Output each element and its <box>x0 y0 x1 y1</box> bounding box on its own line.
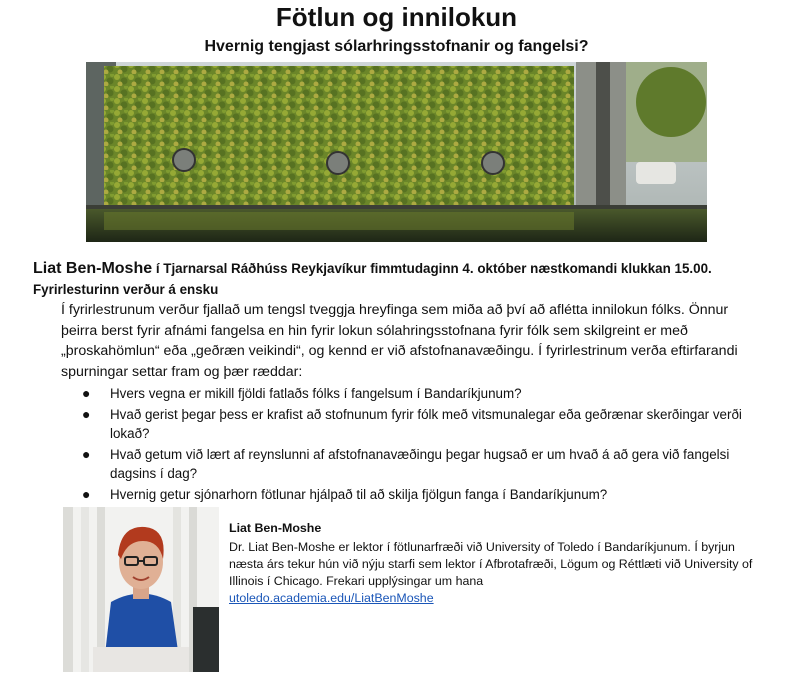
questions-list <box>78 384 758 505</box>
speaker-bio <box>229 520 759 607</box>
event-details: í Tjarnarsal Ráðhúss Reykjavíkur fimmtudaginn 4. október næstkomandi klukkan 15.00. Fyrirlesturinn verður á ensku <box>33 261 712 297</box>
bio-text: Dr. Liat Ben-Moshe er lektor í fötlunarfræði við University of Toledo í Bandaríkjunum. Í byrjun næsta árs tekur hún við nýju starfi sem lektor í Afbrotafræði, Lögum og Réttlæti við University of Illinois í Chicago. Frekari upplýsingar um hana <box>229 540 753 588</box>
green-wall-building-photo <box>86 62 707 242</box>
speaker-name: Liat Ben-Moshe <box>33 260 153 277</box>
bio-name: Liat Ben-Moshe <box>229 521 322 535</box>
page-title: Fötlun og innilokun <box>275 2 518 32</box>
bullet-icon: ● <box>82 405 91 422</box>
speaker-portrait <box>63 507 219 672</box>
lecture-description: Í fyrirlestrunum verður fjallað um tengsl tveggja hreyfinga sem miða að því að aflétta innilokun fólks. Önnur þeirra berst fyrir afnámi fangelsa en hin fyrir lokun sólahringsstofnana fyrir fólk sem skilgreint er með „þroskahömlun“ eða „geðræn veikindi“, og kennd er við afstofnanavæðingu. Í fyrirlestrinum verða eftirfarandi spurningar settar fram og þær ræddar: <box>61 302 738 380</box>
event-intro <box>33 258 773 300</box>
bullet-icon: ● <box>82 485 91 502</box>
list-item: ● Hvernig getur sjónarhorn fötlunar hjálpað til að skilja fjölgun fanga í Bandaríkjunum? <box>78 485 758 505</box>
list-item: ● Hvað gerist þegar þess er krafist að stofnunum fyrir fólk með vitsmunalegar eða geðrænar skerðingar verði lokað? <box>82 405 742 441</box>
bullet-icon: ● <box>82 445 91 462</box>
bullet-icon: ● <box>82 385 91 401</box>
academia-profile-link[interactable]: utoledo.academia.edu/LiatBenMoshe <box>229 591 434 605</box>
page-subtitle: Hvernig tengjast sólarhringsstofnanir og fangelsi? <box>204 38 589 55</box>
list-item: ● Hvað getum við lært af reynslunni af afstofnanavæðingu þegar hugsað er um hvað á að gera við fangelsi dagsins í dag? <box>82 445 730 481</box>
list-item: ● Hvers vegna er mikill fjöldi fatlaðs fólks í fangelsum í Bandaríkjunum? <box>78 384 758 404</box>
